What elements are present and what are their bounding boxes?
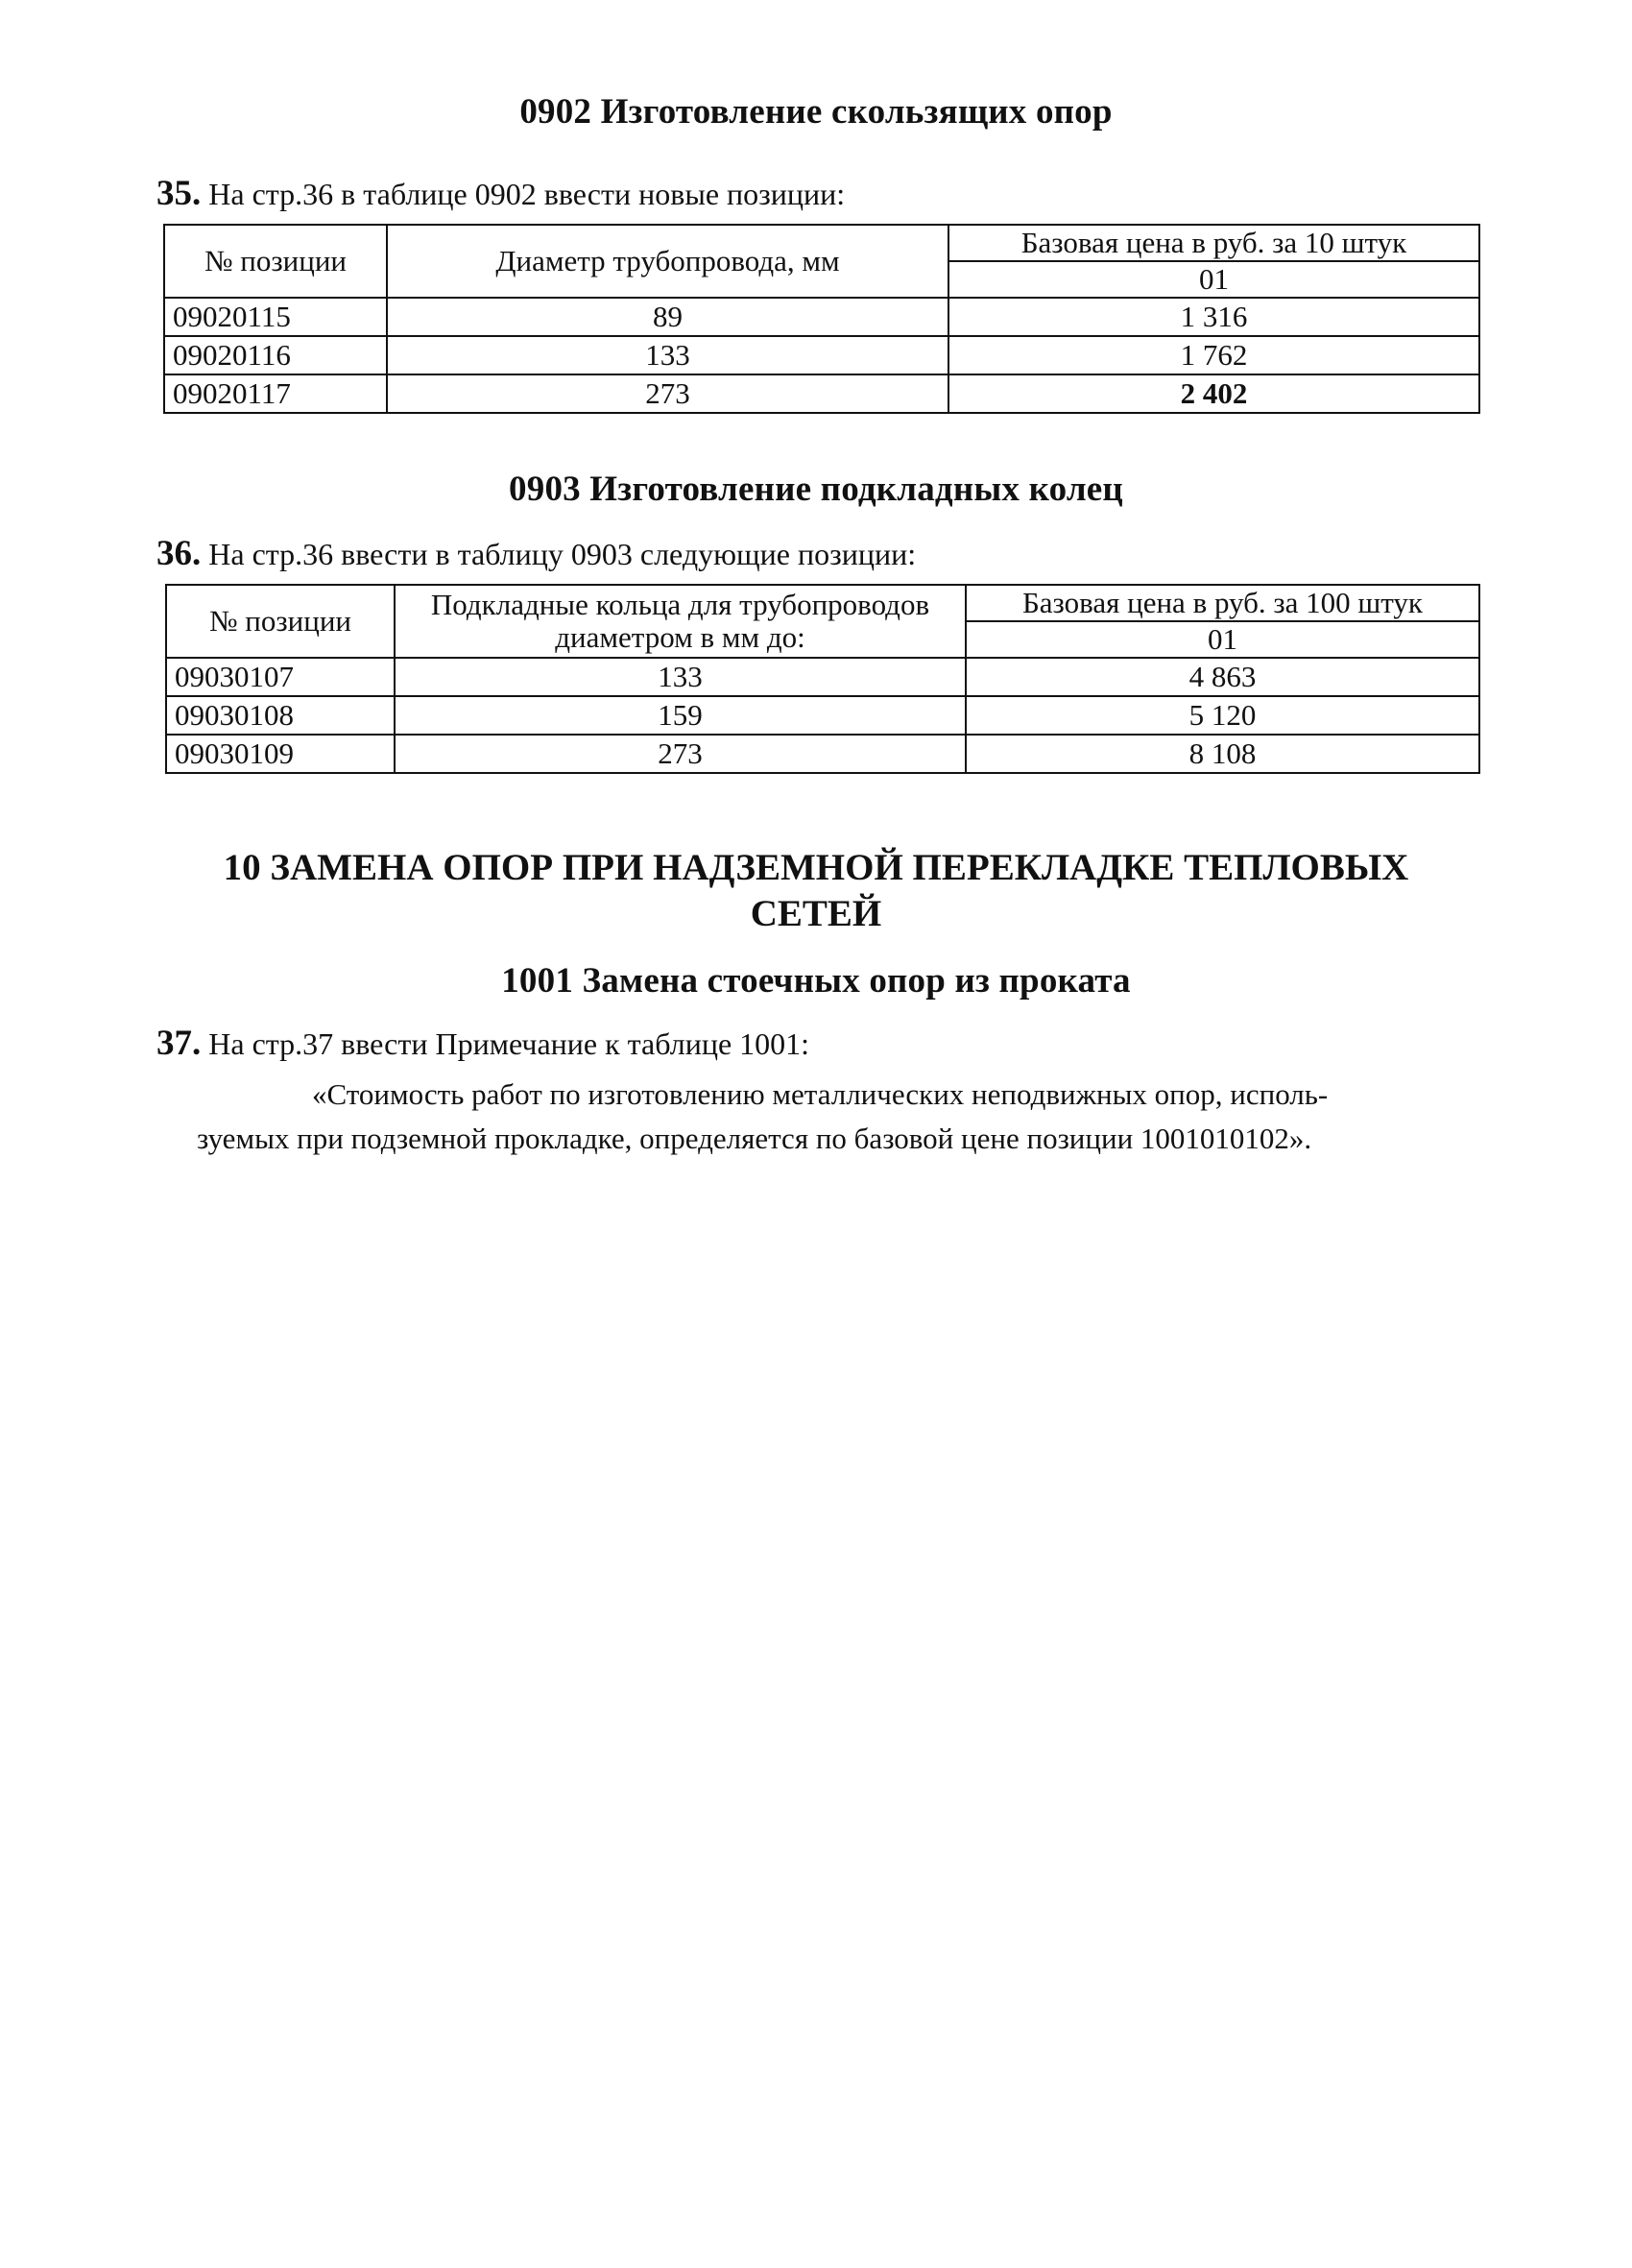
item-36-number: 36.: [156, 534, 202, 573]
table-row: [164, 374, 1479, 413]
header-rings: [395, 585, 966, 658]
cell-price: 1 316: [948, 298, 1479, 336]
cell-price: 4 863: [966, 658, 1479, 696]
item-36: [156, 533, 916, 574]
cell-diameter: 89: [387, 298, 948, 336]
header-diameter: Диаметр трубопровода, мм: [387, 225, 948, 298]
cell-price: 2 402: [948, 374, 1479, 413]
item-37-number: 37.: [156, 1024, 202, 1063]
header-price: Базовая цена в руб. за 10 штук: [948, 225, 1479, 261]
table-0903: [165, 584, 1480, 774]
cell-diameter: 133: [387, 336, 948, 374]
item-35-number: 35.: [156, 174, 202, 213]
table-row: [166, 658, 1479, 696]
table-row: [164, 298, 1479, 336]
table-row: [166, 696, 1479, 735]
header-rings-line2: диаметром в мм до:: [555, 620, 805, 654]
cell-position: 09030108: [166, 696, 395, 735]
header-position: № позиции: [164, 225, 387, 298]
section-1001-title: 1001 Замена стоечных опор из проката: [501, 961, 1131, 1001]
cell-diameter: 273: [395, 735, 966, 773]
chapter-10-line2: СЕТЕЙ: [750, 893, 882, 934]
table-row: [166, 735, 1479, 773]
note-line-1: «Стоимость работ по изготовлению металлических неподвижных опор, исполь-: [312, 1077, 1329, 1111]
cell-diameter: 133: [395, 658, 966, 696]
item-37-text: На стр.37 ввести Примечание к таблице 1001:: [208, 1026, 810, 1061]
item-35-text: На стр.36 в таблице 0902 ввести новые позиции:: [208, 177, 846, 211]
section-0902-title: 0902 Изготовление скользящих опор: [519, 92, 1113, 132]
cell-diameter: 159: [395, 696, 966, 735]
cell-diameter: 273: [387, 374, 948, 413]
cell-price: 5 120: [966, 696, 1479, 735]
item-35: [156, 173, 845, 214]
table-row: [164, 336, 1479, 374]
header-price: Базовая цена в руб. за 100 штук: [966, 585, 1479, 621]
cell-position: 09030107: [166, 658, 395, 696]
header-rings-line1: Подкладные кольца для трубопроводов: [430, 587, 930, 621]
cell-position: 09020116: [164, 336, 387, 374]
header-price-code: 01: [948, 261, 1479, 298]
cell-position: 09020117: [164, 374, 387, 413]
note-line-2: зуемых при подземной прокладке, определяется по базовой цене позиции 1001010102».: [197, 1122, 1312, 1155]
table-0902: [163, 224, 1480, 414]
header-price-code: 01: [966, 621, 1479, 658]
header-position: № позиции: [166, 585, 395, 658]
cell-price: 8 108: [966, 735, 1479, 773]
cell-position: 09020115: [164, 298, 387, 336]
item-37: [156, 1023, 809, 1064]
section-0903-title: 0903 Изготовление подкладных колец: [509, 470, 1123, 509]
chapter-10-title: [0, 845, 1632, 937]
cell-position: 09030109: [166, 735, 395, 773]
item-36-text: На стр.36 ввести в таблицу 0903 следующие позиции:: [208, 537, 917, 571]
cell-price: 1 762: [948, 336, 1479, 374]
chapter-10-line1: 10 ЗАМЕНА ОПОР ПРИ НАДЗЕМНОЙ ПЕРЕКЛАДКЕ ТЕПЛОВЫХ: [223, 847, 1409, 888]
